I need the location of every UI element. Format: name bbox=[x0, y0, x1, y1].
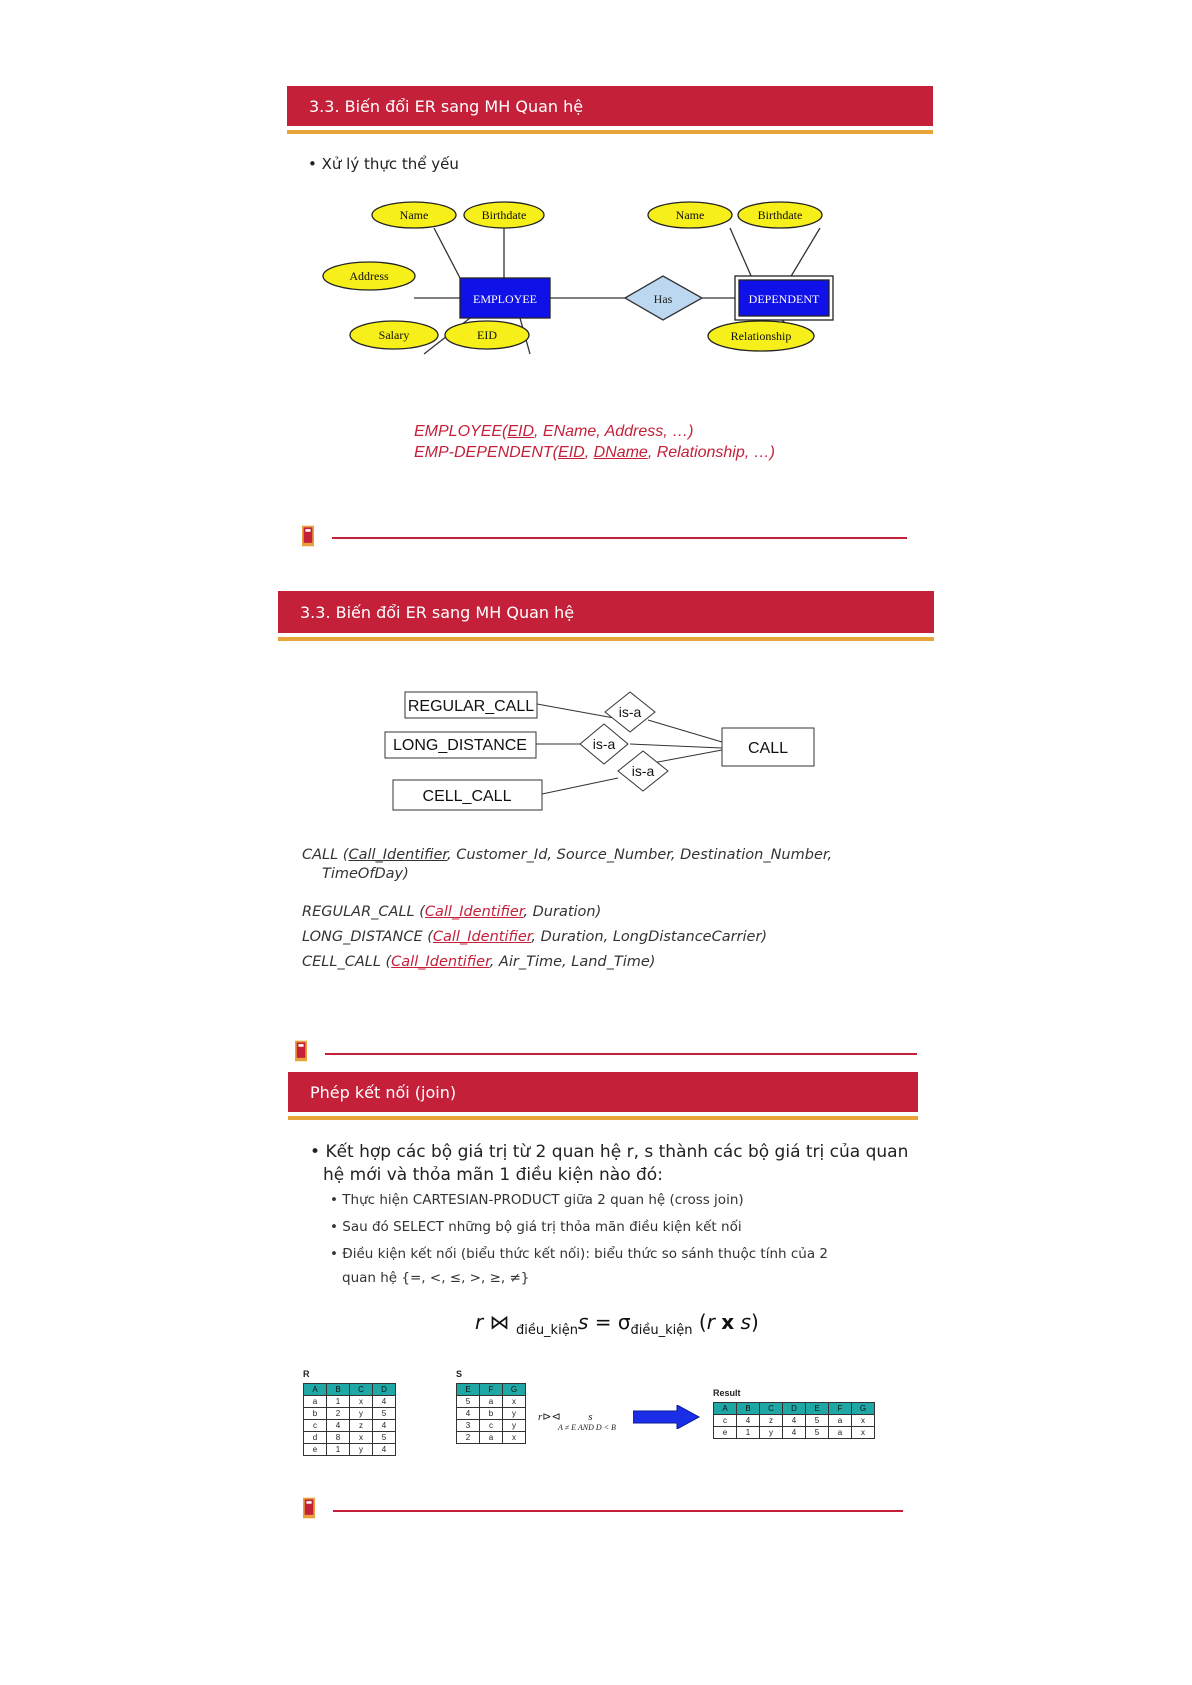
slide1-header-title: 3.3. Biến đổi ER sang MH Quan hệ bbox=[309, 96, 584, 116]
university-logo-icon bbox=[302, 525, 314, 547]
entity-cell-call bbox=[393, 780, 542, 810]
table-s: E F G 5 a x 4 b y 3 c y 2 a x bbox=[456, 1383, 526, 1444]
entity-employee bbox=[460, 278, 550, 318]
relation-call-cont: TimeOfDay) bbox=[322, 866, 409, 882]
table-row: 2 a x bbox=[457, 1432, 526, 1444]
relation-call: CALL (Call_Identifier, Customer_Id, Source_Number, Destination_Number, bbox=[302, 847, 833, 863]
slide3-header-title: Phép kết nối (join) bbox=[310, 1082, 457, 1102]
join-expression: r⊳⊲ s A ≠ E AND D < B bbox=[538, 1411, 616, 1432]
arrow-right-icon bbox=[633, 1405, 701, 1429]
slide1-bullet-text: Xử lý thực thể yếu bbox=[321, 155, 459, 173]
isa-diamond-3-label: is-a bbox=[631, 763, 655, 779]
university-logo-icon bbox=[295, 1040, 307, 1062]
entity-call bbox=[722, 728, 814, 766]
isa-diamond-2 bbox=[580, 724, 628, 764]
isa-diamond-1 bbox=[605, 692, 655, 732]
table-r-label: R bbox=[303, 1369, 310, 1379]
relationship-has-label: Has bbox=[653, 292, 673, 306]
entity-regular-call-label: REGULAR_CALL bbox=[407, 698, 535, 715]
join-bullet-main-line2: hệ mới và thỏa mãn 1 điều kiện nào đó: bbox=[323, 1165, 663, 1185]
university-logo-icon bbox=[303, 1497, 315, 1519]
table-result: A B C D E F G c 4 z 4 5 a x e 1 y 4 5 a x bbox=[713, 1402, 875, 1439]
slide3-header bbox=[288, 1072, 918, 1112]
isa-diamond-1-label: is-a bbox=[618, 704, 642, 720]
relation-long-distance: LONG_DISTANCE (Call_Identifier, Duration, LongDistanceCarrier) bbox=[302, 929, 768, 945]
table-row: c 4 z 4 5 a x bbox=[714, 1415, 875, 1427]
table-row: d 8 x 5 bbox=[304, 1432, 396, 1444]
attr-emp-name: Name bbox=[399, 208, 429, 222]
attr-dep-name: Name bbox=[675, 208, 705, 222]
table-s-label: S bbox=[456, 1369, 463, 1379]
table-result-label: Result bbox=[713, 1388, 741, 1398]
table-row: c 4 z 4 bbox=[304, 1420, 396, 1432]
table-row: 4 b y bbox=[457, 1408, 526, 1420]
slide1-footer-line bbox=[332, 537, 907, 539]
slide1-header bbox=[287, 86, 933, 126]
slide3-header-underline bbox=[288, 1116, 918, 1120]
isa-diamond-3 bbox=[618, 751, 668, 791]
join-sub-bullet-2: • Sau đó SELECT những bộ giá trị thỏa mãn điều kiện kết nối bbox=[330, 1219, 742, 1235]
table-row: b 2 y 5 bbox=[304, 1408, 396, 1420]
table-row: e 1 y 4 bbox=[304, 1444, 396, 1456]
slide1-header-underline bbox=[287, 130, 933, 134]
table-row: e 1 y 4 5 a x bbox=[714, 1427, 875, 1439]
relationship-has bbox=[625, 276, 702, 320]
attr-dep-relationship: Relationship bbox=[730, 329, 792, 343]
entity-regular-call bbox=[405, 692, 537, 718]
slide2-header bbox=[278, 591, 934, 633]
attr-emp-address: Address bbox=[349, 269, 389, 283]
table-r: A B C D a 1 x 4 b 2 y 5 c 4 z 4 d 8 x 5 e 1 y 4 bbox=[303, 1383, 396, 1456]
join-sub-bullet-1: • Thực hiện CARTESIAN-PRODUCT giữa 2 quan hệ (cross join) bbox=[330, 1192, 744, 1208]
relation-emp-dependent: EMP-DEPENDENT(EID, DName, Relationship, …) bbox=[414, 444, 775, 461]
join-sub-bullet-3: • Điều kiện kết nối (biểu thức kết nối): biểu thức so sánh thuộc tính của 2 bbox=[330, 1246, 829, 1262]
table-row: 3 c y bbox=[457, 1420, 526, 1432]
slide2-header-underline bbox=[278, 637, 934, 641]
entity-employee-label: EMPLOYEE bbox=[473, 292, 537, 306]
isa-diamond-2-label: is-a bbox=[592, 736, 616, 752]
isa-hierarchy-diagram bbox=[380, 680, 830, 820]
entity-call-label: CALL bbox=[747, 740, 789, 757]
slide3-footer-line bbox=[333, 1510, 903, 1512]
entity-long-distance-label: LONG_DISTANCE bbox=[393, 737, 527, 754]
table-row: a 1 x 4 bbox=[304, 1396, 396, 1408]
join-formula: r ⋈ $_{điều\_kiện}s = \sigma_{điều\_kiện}$ (r x s) bbox=[475, 1310, 759, 1338]
attr-emp-birthdate: Birthdate bbox=[481, 208, 527, 222]
attr-emp-eid: EID bbox=[477, 328, 497, 342]
entity-long-distance bbox=[385, 732, 536, 758]
relation-employee: EMPLOYEE(EID, EName, Address, …) bbox=[414, 423, 694, 440]
entity-dependent bbox=[735, 276, 833, 320]
entity-dependent-label: DEPENDENT bbox=[748, 292, 820, 306]
join-sub-bullets bbox=[330, 1188, 828, 1290]
slide2-header-title: 3.3. Biến đổi ER sang MH Quan hệ bbox=[300, 602, 575, 622]
join-sub-bullet-3-cont: quan hệ {=, <, ≤, >, ≥, ≠} bbox=[342, 1270, 530, 1286]
table-row: 5 a x bbox=[457, 1396, 526, 1408]
relation-cell-call: CELL_CALL (Call_Identifier, Air_Time, Land_Time) bbox=[302, 954, 656, 970]
join-bullet-main: • Kết hợp các bộ giá trị từ 2 quan hệ r, s thành các bộ giá trị của quan hệ mới và thỏa mãn 1 điều kiện nào đó: bbox=[310, 1142, 909, 1185]
slide1-bullet: • Xử lý thực thể yếu bbox=[308, 155, 459, 173]
slide2-footer-line bbox=[325, 1053, 917, 1055]
er-diagram-weak-entity bbox=[320, 200, 890, 390]
entity-cell-call-label: CELL_CALL bbox=[422, 788, 512, 805]
attr-dep-birthdate: Birthdate bbox=[757, 208, 803, 222]
attr-emp-salary: Salary bbox=[378, 328, 410, 342]
relation-regular-call: REGULAR_CALL (Call_Identifier, Duration) bbox=[302, 904, 602, 920]
join-bullet-main-line1: Kết hợp các bộ giá trị từ 2 quan hệ r, s thành các bộ giá trị của quan bbox=[325, 1142, 909, 1162]
